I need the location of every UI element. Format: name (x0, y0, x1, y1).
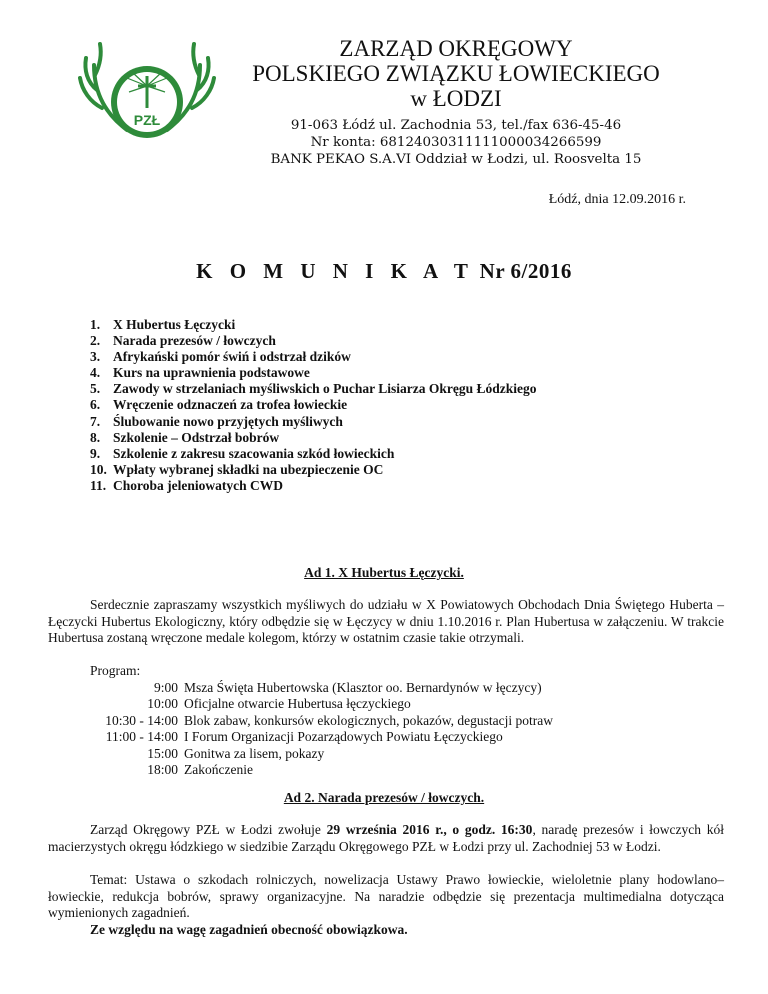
section-2-notice: Ze względu na wagę zagadnień obecność obowiązkowa. (90, 922, 408, 937)
agenda-item: 6. Wręczenie odznaczeń za trofea łowieckie (90, 397, 348, 413)
agenda-item: 4. Kurs na uprawnienia podstawowe (90, 365, 310, 381)
program-schedule (48, 663, 724, 779)
agenda-item: 1. X Hubertus Łęczycki (90, 317, 236, 332)
section-1-heading: Ad 1. X Hubertus Łęczycki. (304, 565, 464, 580)
agenda-item: 8. Szkolenie – Odstrzał bobrów (90, 429, 280, 445)
program-row: 9:00 Msza Święta Hubertowska (Klasztor oo. Bernardynów w łęczycy) (153, 679, 542, 695)
meeting-date: 29 września 2016 r., o godz. 16:30 (326, 822, 533, 837)
agenda-item: 11. Choroba jeleniowatych CWD (90, 477, 283, 493)
agenda-item: 3. Afrykański pomór świń i odstrzał dzików (90, 349, 351, 365)
section-2-heading: Ad 2. Narada prezesów / łowczych. (283, 790, 485, 805)
logo-text: PZŁ (133, 112, 161, 128)
agenda-item: 5. Zawody w strzelaniach myśliwskich o Puchar Lisiarza Okręgu Łódzkiego (90, 381, 537, 397)
agenda-item: 9. Szkolenie z zakresu szacowania szkód łowieckich (90, 445, 395, 461)
program-label: Program: (90, 663, 141, 678)
document-date: Łódź, dnia 12.09.2016 r. (548, 192, 686, 207)
agenda-item: 7. Ślubowanie nowo przyjętych myśliwych (90, 413, 343, 429)
bank-line: BANK PEKAO S.A.VI Oddział w Łodzi, ul. Roosvelta 15 (270, 152, 642, 167)
org-line-2: POLSKIEGO ZWIĄZKU ŁOWIECKIEGO (252, 61, 660, 86)
organization-address (226, 117, 686, 168)
agenda-item: 10. Wpłaty wybranej składki na ubezpieczenie OC (90, 461, 384, 477)
section-2-paragraph-1: Zarząd Okręgowy PZŁ w Łodzi zwołuje 29 września 2016 r., o godz. 16:30, naradę prezesów i łowczych kół macierzystych okręgu łódzkiego w siedzibie Zarządu Okręgowego PZŁ w Łodzi przy ul. Zachodniej 53 w Łodzi. (48, 822, 724, 854)
title-number: Nr 6/2016 (473, 259, 572, 283)
program-row: 10:30 - 14:00 Blok zabaw, konkursów ekologicznych, pokazów, degustacji potraw (105, 712, 554, 728)
program-row: 10:00 Oficjalne otwarcie Hubertusa łęczyckiego (147, 696, 411, 711)
agenda-item: 2. Narada prezesów / łowczych (90, 333, 276, 349)
program-row: 18:00 Zakończenie (147, 762, 253, 777)
section-1-paragraph: Serdecznie zapraszamy wszystkich myśliwych do udziału w X Powiatowych Obchodach Dnia Świętego Huberta – Łęczycki Hubertus Ekologiczny, który odbędzie się w Łęczycy w dniu 1.10.2016 r. Plan Hubertusa w załączeniu. W trakcie Hubertusa zostaną wręczone medale kolegom, którzy w ostatnim czasie takie otrzymali. (48, 597, 724, 645)
org-line-3: w ŁODZI (410, 86, 502, 111)
program-row: 15:00 Gonitwa za lisem, pokazy (147, 745, 325, 761)
document-title (0, 259, 768, 284)
pzl-logo (72, 30, 222, 170)
section-2-paragraph-2: Temat: Ustawa o szkodach rolniczych, nowelizacja Ustawy Prawo łowieckie, wieloletnie plany hodowlano–łowieckie, redukcja bobrów, sprawy organizacyjne. Na naradzie odbędzie się prezentacja multimedialna dotycząca wymienionych zagadnień. (48, 872, 724, 920)
org-line-1: ZARZĄD OKRĘGOWY (339, 36, 573, 61)
agenda-list (90, 317, 537, 494)
title-main: K O M U N I K A T (196, 259, 474, 283)
address-line: 91-063 Łódź ul. Zachodnia 53, tel./fax 636-45-46 (290, 118, 622, 133)
account-line: Nr konta: 68124030311111000034266599 (310, 135, 602, 150)
organization-name (226, 36, 686, 111)
program-row: 11:00 - 14:00 I Forum Organizacji Pozarządowych Powiatu Łęczyckiego (105, 729, 503, 744)
